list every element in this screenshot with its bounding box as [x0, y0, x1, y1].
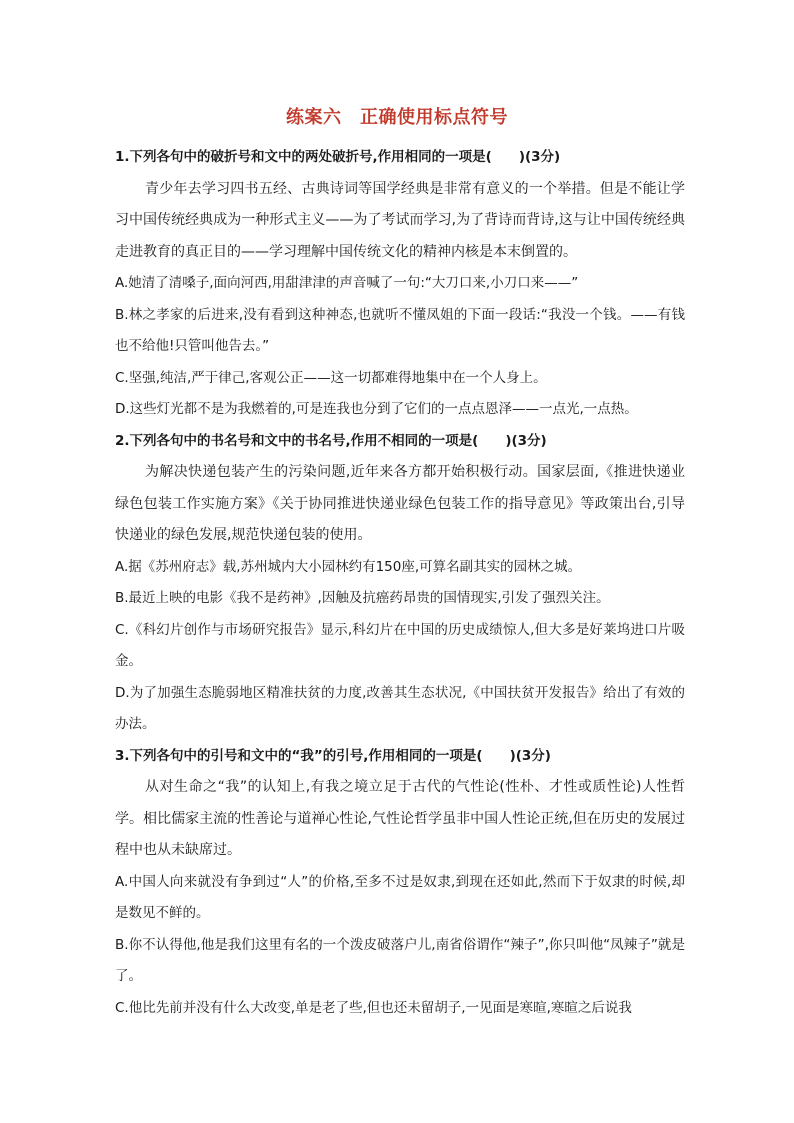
question-1-option-c: C.坚强,纯洁,严于律己,客观公正——这一切都难得地集中在一个人身上。 — [115, 369, 547, 386]
question-2-option-c: C.《科幻片创作与市场研究报告》显示,科幻片在中国的历史成绩惊人,但大多是好莱坞进口片吸金。 — [115, 621, 685, 669]
question-2-option-d: D.为了加强生态脆弱地区精准扶贫的力度,改善其生态状况,《中国扶贫开发报告》给出了有效的办法。 — [115, 684, 685, 732]
question-2-option-b: B.最近上映的电影《我不是药神》,因触及抗癌药昂贵的国情现实,引发了强烈关注。 — [115, 590, 610, 606]
question-2-passage: 为解决快递包装产生的污染问题,近年来各方都开始积极行动。国家层面,《推进快递业绿色包装工作实施方案》《关于协同推进快递业绿色包装工作的指导意见》等政策出台,引导快递业的绿色发展,规范快递包装的使用。 — [115, 464, 685, 543]
question-3-option-b: B.你不认得他,他是我们这里有名的一个泼皮破落户儿,南省俗谓作“辣子”,你只叫他“凤辣子”就是了。 — [115, 936, 685, 984]
question-3-option-c: C.他比先前并没有什么大改变,单是老了些,但也还未留胡子,一见面是寒暄,寒暄之后说我 — [115, 999, 632, 1016]
page-title: 练案六 正确使用标点符号 — [286, 107, 508, 128]
question-3-option-a: A.中国人向来就没有争到过“人”的价格,至多不过是奴隶,到现在还如此,然而下于奴隶的时候,却是数见不鲜的。 — [115, 873, 685, 921]
question-3-passage: 从对生命之“我”的认知上,有我之境立足于古代的气性论(性朴、才性或质性论)人性哲学。相比儒家主流的性善论与道禅心性论,气性论哲学虽非中国人性论正统,但在历史的发展过程中也从未缺席过。 — [115, 779, 685, 858]
question-2-option-a: A.据《苏州府志》载,苏州城内大小园林约有150座,可算名副其实的园林之城。 — [115, 558, 582, 575]
question-2-stem: 2.下列各句中的书名号和文中的书名号,作用不相同的一项是( )(3分) — [115, 432, 547, 449]
question-1-stem: 1.下列各句中的破折号和文中的两处破折号,作用相同的一项是( )(3分) — [115, 149, 561, 165]
question-1-option-b: B.林之孝家的后进来,没有看到这种神态,也就听不懂凤姐的下面一段话:“我没一个钱。——有钱也不给他!只管叫他告去。” — [115, 306, 685, 354]
question-1-option-d: D.这些灯光都不是为我燃着的,可是连我也分到了它们的一点点恩泽——一点光,一点热。 — [115, 401, 638, 417]
question-3-stem: 3.下列各句中的引号和文中的“我”的引号,作用相同的一项是( )(3分) — [115, 747, 551, 764]
question-1-option-a: A.她清了清嗓子,面向河西,用甜津津的声音喊了一句:“大刀口来,小刀口来——” — [115, 275, 579, 291]
question-1-passage: 青少年去学习四书五经、古典诗词等国学经典是非常有意义的一个举措。但是不能让学习中国传统经典成为一种形式主义——为了考试而学习,为了背诗而背诗,这与让中国传统经典走进教育的真正目的——学习理解中国传统文化的精神内核是本末倒置的。 — [115, 180, 685, 260]
document-body — [115, 142, 685, 1024]
